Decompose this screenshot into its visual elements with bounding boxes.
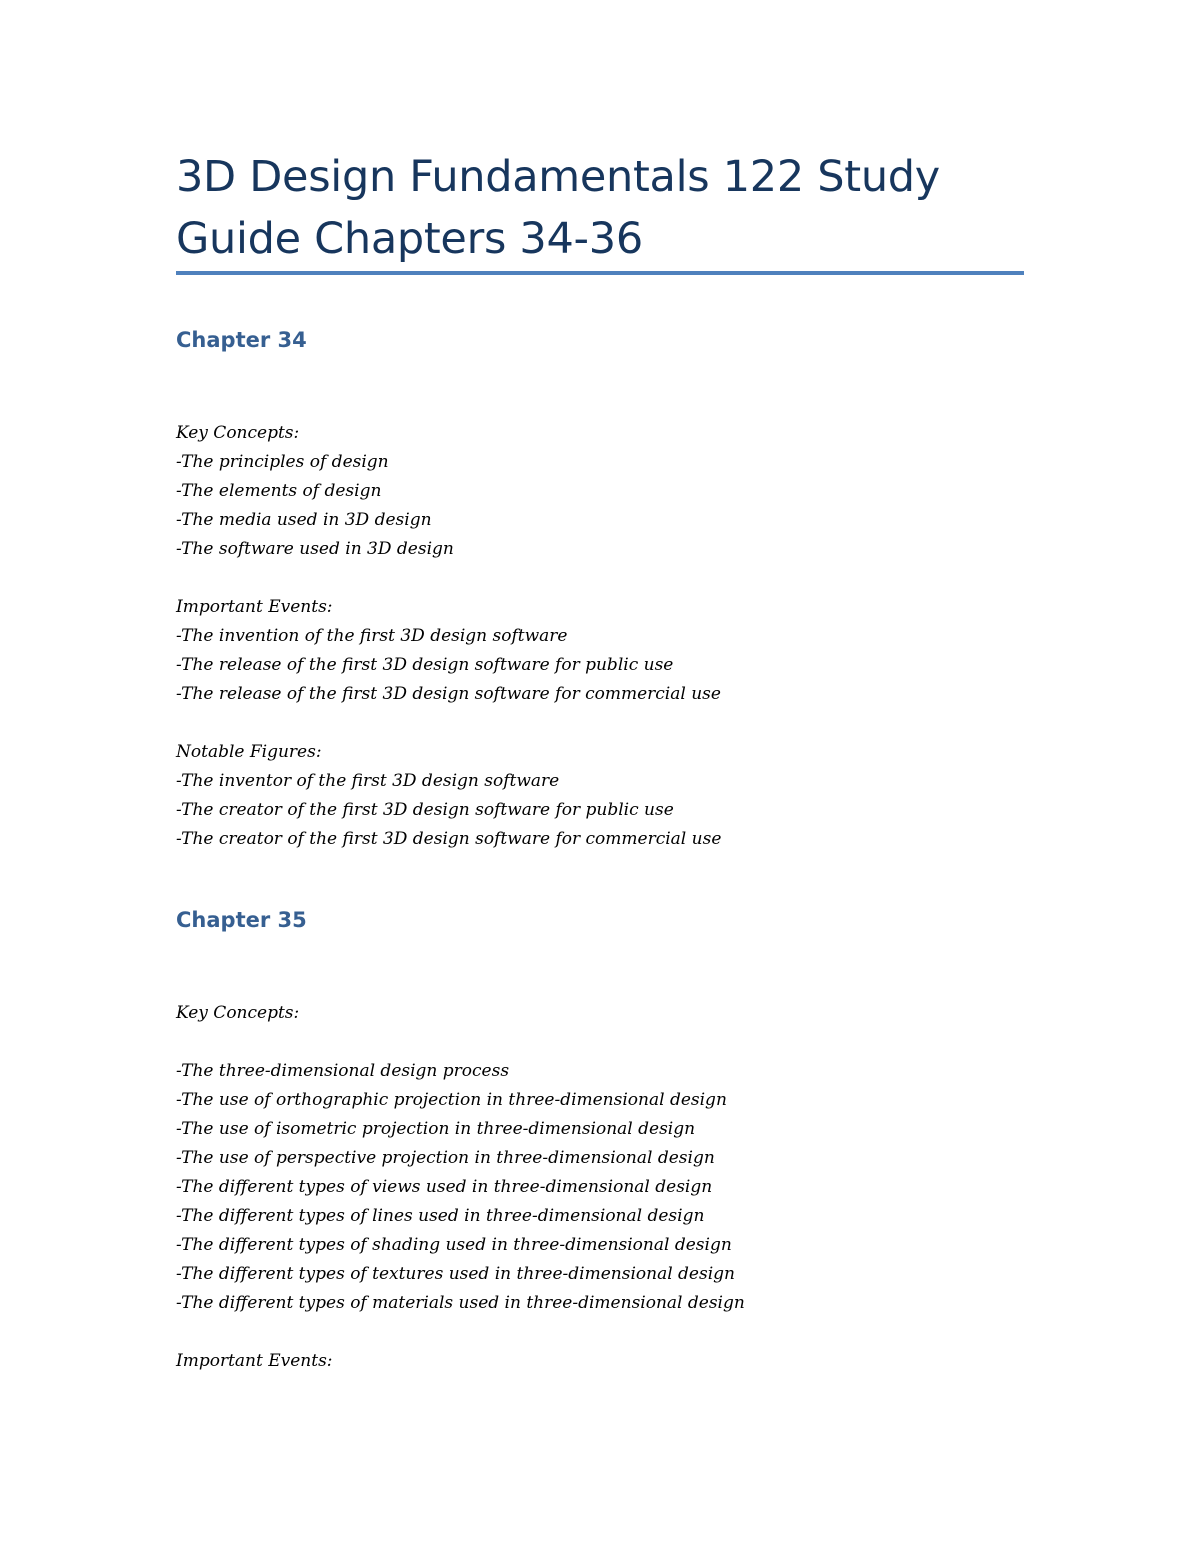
- ch35-key-concept-item: -The use of isometric projection in three-dimensional design: [176, 1119, 696, 1139]
- ch34-key-concept-item: -The software used in 3D design: [176, 539, 454, 559]
- ch34-figure-item: -The inventor of the first 3D design software: [176, 771, 560, 791]
- ch34-figure-item: -The creator of the first 3D design software for commercial use: [176, 829, 722, 849]
- ch34-key-concept-item: -The principles of design: [176, 452, 389, 472]
- ch35-key-concept-item: -The use of orthographic projection in three-dimensional design: [176, 1090, 727, 1110]
- ch34-key-concept-item: -The media used in 3D design: [176, 510, 432, 530]
- ch35-key-concept-item: -The different types of shading used in three-dimensional design: [176, 1235, 732, 1255]
- title-underline: [176, 271, 1024, 275]
- ch34-event-item: -The invention of the first 3D design software: [176, 626, 568, 646]
- chapter-34-heading: Chapter 34: [176, 328, 307, 352]
- ch35-key-concept-item: -The different types of textures used in three-dimensional design: [176, 1264, 735, 1284]
- ch35-key-concepts-label: Key Concepts:: [176, 1003, 300, 1023]
- ch34-event-item: -The release of the first 3D design software for commercial use: [176, 684, 721, 704]
- ch35-key-concept-item: -The three-dimensional design process: [176, 1061, 510, 1081]
- ch34-key-concept-item: -The elements of design: [176, 481, 382, 501]
- ch34-notable-figures-label: Notable Figures:: [176, 742, 322, 762]
- ch34-figure-item: -The creator of the first 3D design software for public use: [176, 800, 674, 820]
- document-title: 3D Design Fundamentals 122 Study Guide Chapters 34-36: [176, 152, 940, 264]
- ch35-key-concept-item: -The use of perspective projection in three-dimensional design: [176, 1148, 715, 1168]
- ch34-event-item: -The release of the first 3D design software for public use: [176, 655, 674, 675]
- ch35-key-concept-item: -The different types of lines used in three-dimensional design: [176, 1206, 705, 1226]
- ch35-important-events-label: Important Events:: [176, 1351, 333, 1371]
- ch34-key-concepts-label: Key Concepts:: [176, 423, 300, 443]
- ch35-key-concept-item: -The different types of views used in three-dimensional design: [176, 1177, 713, 1197]
- ch35-key-concept-item: -The different types of materials used in three-dimensional design: [176, 1293, 745, 1313]
- chapter-35-heading: Chapter 35: [176, 908, 307, 932]
- ch34-important-events-label: Important Events:: [176, 597, 333, 617]
